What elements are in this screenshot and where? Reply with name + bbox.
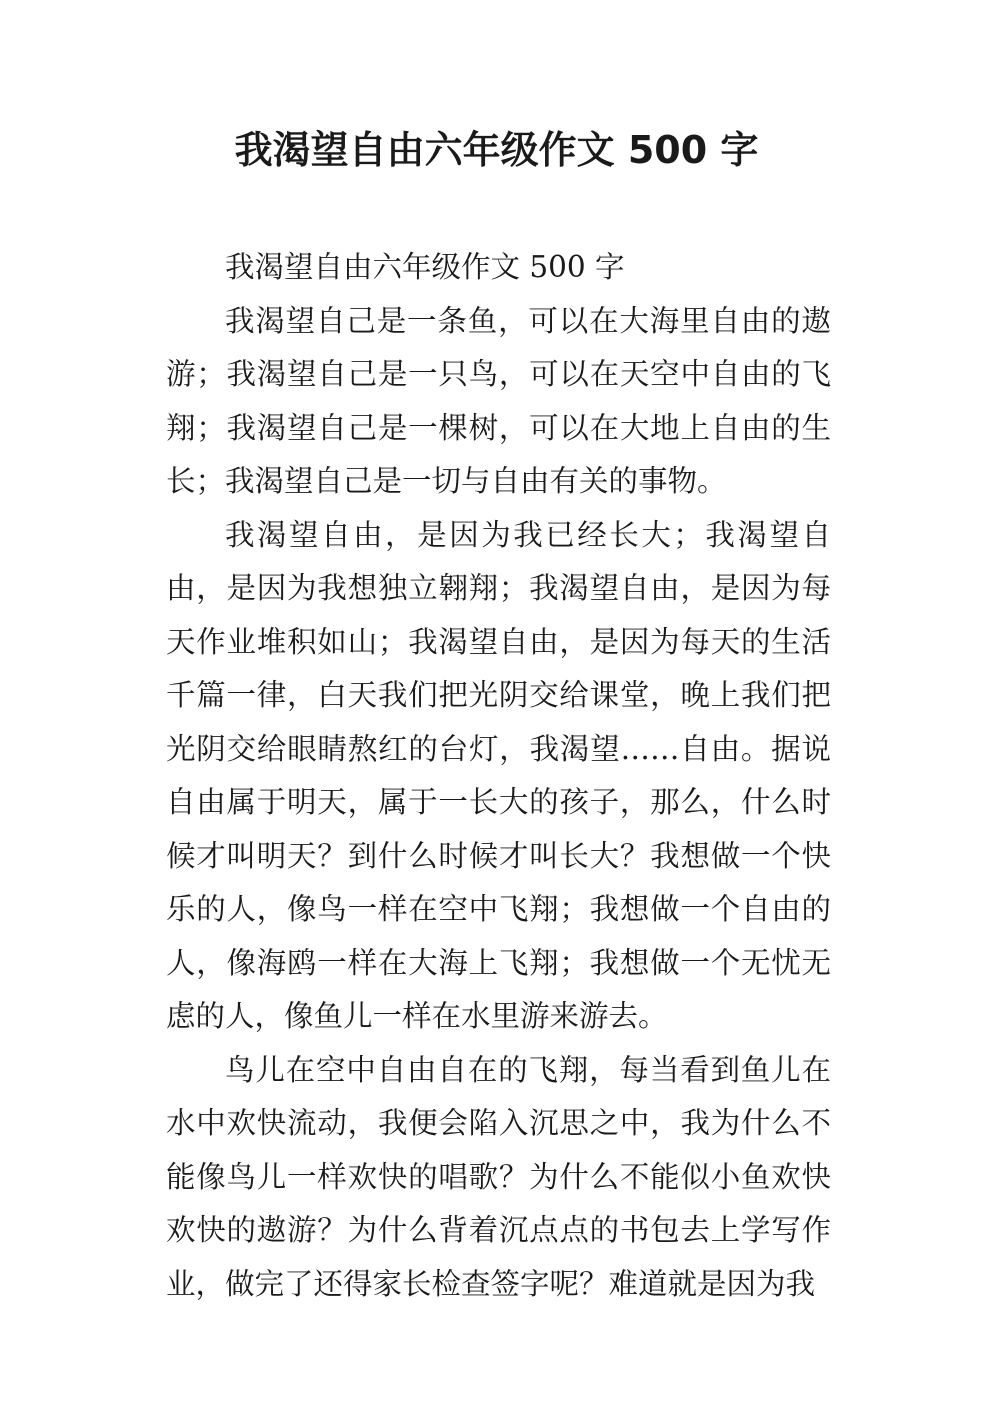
paragraph-2: 我渴望自由，是因为我已经长大；我渴望自由，是因为我想独立翱翔；我渴望自由，是因为每天作业堆积如山；我渴望自由，是因为每天的生活千篇一律，白天我们把光阴交给课堂，晚上我们把光阴交给眼睛熬红的台灯，我渴望……自由。据说自由属于明天，属于一长大的孩子，那么，什么时候才叫明天？到什么时候才叫长大？我想做一个快乐的人，像鸟一样在空中飞翔；我想做一个自由的人，像海鸥一样在大海上飞翔；我想做一个无忧无虑的人，像鱼儿一样在水里游来游去。 xyxy=(166,517,831,1033)
document-title: 我渴望自由六年级作文 500 字 xyxy=(234,128,759,172)
paragraph-subtitle: 我渴望自由六年级作文 500 字 xyxy=(225,250,625,284)
document-body xyxy=(166,241,831,1311)
paragraph-3: 鸟儿在空中自由自在的飞翔，每当看到鱼儿在水中欢快流动，我便会陷入沉思之中，我为什么不能像鸟儿一样欢快的唱歌？为什么不能似小鱼欢快欢快的遨游？为什么背着沉点点的书包去上学写作业，做完了还得家长检查签字呢？难道就是因为我 xyxy=(166,1052,831,1301)
paragraph-1: 我渴望自己是一条鱼，可以在大海里自由的遨游；我渴望自己是一只鸟，可以在天空中自由的飞翔；我渴望自己是一棵树，可以在大地上自由的生长；我渴望自己是一切与自由有关的事物。 xyxy=(166,303,831,498)
